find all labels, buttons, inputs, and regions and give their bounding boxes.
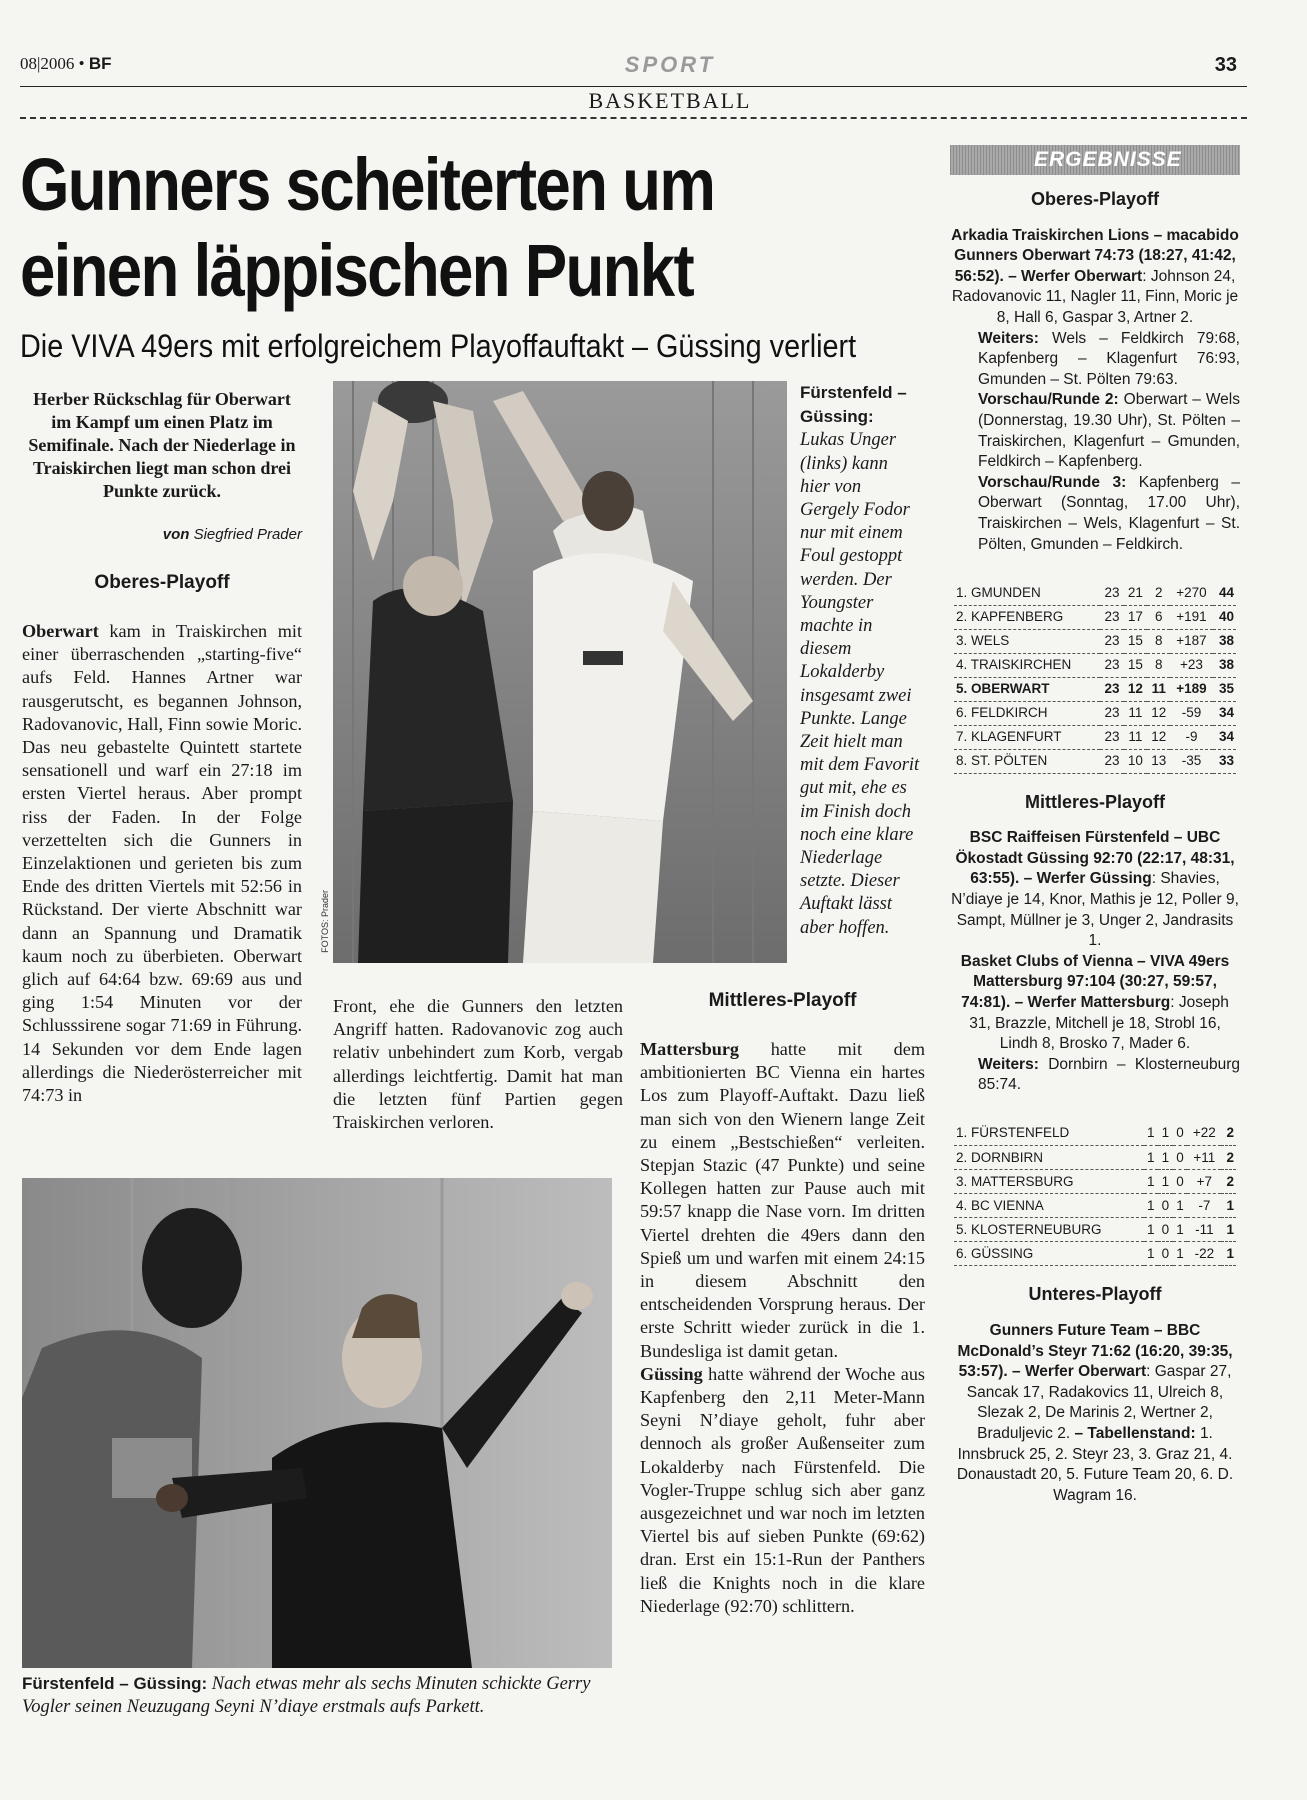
team-points: 34: [1213, 725, 1236, 749]
oberes-werfer: : Johnson 24, Radovanovic 11, Nagler 11, Finn, Moric je 8, Hall 6, Gaspar 3, Artner 2.: [951, 267, 1239, 326]
oberes-game: [950, 226, 1240, 329]
team-points: 1: [1221, 1242, 1236, 1266]
para-lead-guessing: Güssing: [640, 1363, 703, 1384]
para-lead-oberwart: Oberwart: [22, 621, 99, 641]
byline-prefix: von: [162, 526, 190, 543]
standings-cell: 10: [1124, 749, 1147, 773]
mittleres-results: [950, 828, 1240, 1096]
standings-cell: 1: [1158, 1146, 1173, 1170]
team-points: 2: [1221, 1170, 1236, 1194]
team-points: 2: [1221, 1146, 1236, 1170]
section-title: SPORT: [624, 52, 716, 77]
standings-cell: -22: [1187, 1242, 1221, 1266]
photo-caption-1: [800, 381, 920, 940]
mittleres-werfer-1-label: – Werfer Güssing: [1023, 870, 1152, 888]
standings-cell: 23: [1100, 701, 1123, 725]
byline-author: Siegfried Prader: [193, 526, 302, 543]
intro-paragraph: Herber Rückschlag für Oberwart im Kampf um einen Platz im Semifinale. Nach der Niederlage in Traiskirchen liegt man schon drei Punkte zurück.: [28, 389, 296, 501]
standings-cell: 0: [1158, 1242, 1173, 1266]
team-points: 1: [1221, 1218, 1236, 1242]
issue-number: 08|2006 •: [20, 54, 85, 73]
section-heading-mittleres: Mittleres-Playoff: [708, 990, 857, 1011]
team-points: 34: [1213, 701, 1236, 725]
mittleres-game-1-text: BSC Raiffeisen Fürstenfeld – UBC Ökostadt Güssing 92:70 (22:17, 48:31, 63:55).: [955, 829, 1235, 888]
standings-cell: -9: [1170, 725, 1212, 749]
standings-cell: +191: [1170, 605, 1212, 629]
standings-cell: -7: [1187, 1194, 1221, 1218]
sidebar-heading-mittleres: Mittleres-Playoff: [1024, 791, 1166, 812]
standings-cell: 0: [1173, 1146, 1188, 1170]
mittleres-werfer-2: : Joseph 31, Brazzle, Mitchell je 18, Strobl 16, Lindh 8, Brosko 7, Mader 6.: [969, 993, 1229, 1053]
mittleres-werfer-1: : Shavies, N’diaye je 14, Knor, Mathis je 12, Poller 9, Sampt, Müllner je 3, Unger 2, Jandrasits 1.: [951, 870, 1239, 950]
standings-cell: 17: [1124, 605, 1147, 629]
mittleres-game-2-text: Basket Clubs of Vienna – VIVA 49ers Mattersburg 97:104 (30:27, 59:57, 74:81).: [960, 952, 1230, 1011]
standings-row: [954, 1218, 1236, 1242]
headline-line-1: Gunners scheiterten um: [20, 143, 715, 226]
standings-row: [954, 1122, 1236, 1146]
issue-label: [20, 54, 112, 74]
standings-cell: 12: [1147, 725, 1170, 749]
standings-row: [954, 1194, 1236, 1218]
standings-cell: 21: [1124, 581, 1147, 605]
standings-cell: 6: [1147, 605, 1170, 629]
standings-row: [954, 725, 1236, 749]
standings-cell: +187: [1170, 629, 1212, 653]
team-name: 6. GÜSSING: [954, 1242, 1144, 1266]
oberes-results: [950, 226, 1240, 556]
team-name: 4. TRAISKIRCHEN: [954, 653, 1100, 677]
standings-cell: 1: [1158, 1170, 1173, 1194]
oberes-weiters-text: Wels – Feldkirch 79:68, Kapfenberg – Klagenfurt 76:93, Gmunden – St. Pölten 79:63.: [978, 329, 1240, 388]
standings-cell: 1: [1144, 1122, 1159, 1146]
standings-cell: 23: [1100, 677, 1123, 701]
standings-cell: 13: [1147, 749, 1170, 773]
team-points: 38: [1213, 629, 1236, 653]
article-paragraph-2: [640, 1038, 925, 1363]
oberes-game-text: Arkadia Traiskirchen Lions – macabido Gunners Oberwart 74:73 (18:27, 41:42, 56:52).: [951, 226, 1239, 285]
standings-row: [954, 1146, 1236, 1170]
standings-row: [954, 653, 1236, 677]
standings-cell: 1: [1173, 1194, 1188, 1218]
standings-row: [954, 677, 1236, 701]
unteres-tabellenstand: 1. Innsbruck 25, 2. Steyr 23, 3. Graz 21, 4. Donaustadt 20, 5. Future Team 20, 6. D. Wagram 16.: [956, 1424, 1234, 1504]
team-name: 5. OBERWART: [954, 677, 1100, 701]
standings-cell: 1: [1144, 1170, 1159, 1194]
team-name: 6. FELDKIRCH: [954, 701, 1100, 725]
standings-cell: 1: [1173, 1242, 1188, 1266]
team-points: 1: [1221, 1194, 1236, 1218]
standings-cell: -35: [1170, 749, 1212, 773]
standings-cell: 15: [1124, 653, 1147, 677]
article-paragraph-1: kam in Traiskirchen mit einer überraschenden „starting-five“ aufs Feld. Hannes Artner war rausgerutscht, es begannen Johnson, Radovanovic, Hall, Finn sowie Moric. Das neu gebastelte Quintett startete sensationell und warf ein 27:18 im ersten Viertel heraus. Aber prompt riss der Faden. In der Folge verzettelten sich die Gunners in Einzelaktionen und gerieten bis zum Ende des dritten Viertels mit 52:56 in Rückstand. Der vierte Abschnitt war dann an Spannung und Dramatik kaum noch zu überbieten. Oberwart glich auf 64:64 bzw. 69:69 aus und ging 1:54 Minuten vor der Schlusssirene sogar 71:69 in Führung. 14 Sekunden vor dem Ende lagen allerdings die Niederösterreicher mit 74:73 in: [22, 621, 303, 1106]
standings-cell: +22: [1187, 1122, 1221, 1146]
oberes-vorschau-2-text: Oberwart – Wels (Donnerstag, 19.30 Uhr), St. Pölten – Traiskirchen, Klagenfurt – Gmunden, Feldkirch – Kapfenberg.: [978, 391, 1240, 471]
standings-cell: 11: [1124, 725, 1147, 749]
byline: [22, 526, 302, 543]
caption-1-lead: Fürstenfeld – Güssing:: [800, 383, 907, 427]
mittleres-weiters-label: Weiters:: [978, 1055, 1039, 1073]
standings-cell: 12: [1147, 701, 1170, 725]
team-name: 7. KLAGENFURT: [954, 725, 1100, 749]
sidebar-heading-unteres: Unteres-Playoff: [1028, 1284, 1162, 1305]
photo-credit: FOTOS: Prader: [320, 890, 330, 953]
standings-cell: 1: [1173, 1218, 1188, 1242]
oberes-weiters: [950, 329, 1240, 391]
standings-cell: 1: [1144, 1218, 1159, 1242]
standings-row: [954, 581, 1236, 605]
team-name: 3. WELS: [954, 629, 1100, 653]
photo-caption-2: [22, 1672, 622, 1719]
standings-cell: 23: [1100, 725, 1123, 749]
standings-cell: 8: [1147, 629, 1170, 653]
publication-code: BF: [88, 54, 112, 73]
team-name: 1. FÜRSTENFELD: [954, 1122, 1144, 1146]
team-name: 1. GMUNDEN: [954, 581, 1100, 605]
subsection-title: BASKETBALL: [588, 88, 752, 113]
mittleres-game-1: [950, 828, 1240, 952]
team-points: 40: [1213, 605, 1236, 629]
unteres-game-text: Gunners Future Team – BBC McDonald’s Steyr 71:62 (16:20, 39:35, 53:57).: [957, 1322, 1233, 1381]
standings-cell: 8: [1147, 653, 1170, 677]
team-points: 33: [1213, 749, 1236, 773]
caption-2-text: Nach etwas mehr als sechs Minuten schickte Gerry Vogler seinen Neuzugang Seyni N’diaye erstmals aufs Parkett.: [22, 1674, 591, 1718]
standings-cell: +270: [1170, 581, 1212, 605]
standings-row: [954, 1242, 1236, 1266]
standings-row: [954, 749, 1236, 773]
team-name: 8. ST. PÖLTEN: [954, 749, 1100, 773]
photo-coach-sideline: [22, 1178, 612, 1668]
standings-cell: 11: [1124, 701, 1147, 725]
unteres-tabellenstand-label: – Tabellenstand:: [1074, 1424, 1196, 1442]
photo-basketball-action: [333, 381, 787, 963]
unteres-werfer-label: – Werfer Oberwart: [1012, 1363, 1147, 1381]
mittleres-weiters: [950, 1055, 1240, 1096]
standings-cell: 11: [1147, 677, 1170, 701]
sidebar-heading-oberes: Oberes-Playoff: [1030, 189, 1160, 209]
oberes-werfer-label: – Werfer Oberwart: [1008, 267, 1143, 285]
standings-cell: 23: [1100, 653, 1123, 677]
standings-cell: 12: [1124, 677, 1147, 701]
unteres-game: [950, 1321, 1240, 1506]
standings-cell: 0: [1158, 1218, 1173, 1242]
article-paragraph-3: [640, 1363, 925, 1618]
oberes-weiters-label: Weiters:: [978, 329, 1039, 347]
article-paragraph-3-text: hatte während der Woche aus Kapfenberg den 2,11 Meter-Mann Seyni N’diaye geholt, fuhr aber dennoch als großer Außenseiter zum Lokalderby nach Fürstenfeld. Die Vogler-Truppe schlug sich aber ganz ausgezeichnet und war noch im letzten Viertel bis auf sieben Punkte (69:62) dran. Erst ein 15:1-Run der Panthers ließ die Knights noch in die klare Niederlage (92:70) schlittern.: [640, 1363, 925, 1616]
standings-cell: 0: [1173, 1170, 1188, 1194]
standings-cell: 0: [1173, 1122, 1188, 1146]
standings-cell: +7: [1187, 1170, 1221, 1194]
team-name: 3. MATTERSBURG: [954, 1170, 1144, 1194]
standings-cell: +23: [1170, 653, 1212, 677]
standings-row: [954, 701, 1236, 725]
standings-row: [954, 1170, 1236, 1194]
standings-cell: 23: [1100, 749, 1123, 773]
caption-1-text: Lukas Unger (links) kann hier von Gergely Fodor nur mit einem Foul gestoppt werden. Der Youngster machte in diesem Lokalderby insgesamt zwei Punkte. Lange Zeit hielt man mit dem Favorit gut mit, ehe es im Finish doch noch eine klare Niederlage setzte. Dieser Auftakt lässt aber hoffen.: [800, 430, 920, 938]
header-rule: [20, 86, 1247, 87]
article-column-2: Front, ehe die Gunners den letzten Angriff hatten. Radovanovic zog auch relativ unbehindert zum Korb, vergab allerdings leichtfertig. Damit hat man die letzten fünf Partien gegen Traiskirchen verloren.: [333, 996, 623, 1133]
standings-row: [954, 605, 1236, 629]
standings-cell: 0: [1158, 1194, 1173, 1218]
standings-cell: +189: [1170, 677, 1212, 701]
article-column-1: [22, 620, 302, 1107]
section-heading-oberes: Oberes-Playoff: [94, 572, 230, 593]
standings-cell: -11: [1187, 1218, 1221, 1242]
standings-cell: 2: [1147, 581, 1170, 605]
team-name: 2. KAPFENBERG: [954, 605, 1100, 629]
mittleres-standings-table: [954, 1122, 1236, 1267]
team-name: 5. KLOSTERNEUBURG: [954, 1218, 1144, 1242]
standings-cell: 1: [1144, 1146, 1159, 1170]
standings-cell: 1: [1144, 1194, 1159, 1218]
headline: [20, 142, 794, 314]
standings-cell: 1: [1158, 1122, 1173, 1146]
team-points: 35: [1213, 677, 1236, 701]
standings-cell: 23: [1100, 629, 1123, 653]
team-points: 2: [1221, 1122, 1236, 1146]
results-tab: ERGEBNISSE: [950, 145, 1240, 175]
header-dashed-rule: [20, 117, 1247, 119]
oberes-vorschau-3-label: Vorschau/Runde 3:: [978, 473, 1127, 491]
team-points: 38: [1213, 653, 1236, 677]
mittleres-werfer-2-label: – Werfer Mattersburg: [1014, 993, 1171, 1011]
caption-2-lead: Fürstenfeld – Güssing:: [22, 1674, 208, 1693]
oberes-vorschau-2: [950, 390, 1240, 472]
team-name: 4. BC VIENNA: [954, 1194, 1144, 1218]
oberes-vorschau-3: [950, 473, 1240, 555]
oberes-standings-table: [954, 581, 1236, 774]
standings-cell: 1: [1144, 1242, 1159, 1266]
standings-cell: 23: [1100, 605, 1123, 629]
results-sidebar: [950, 145, 1240, 1506]
standings-cell: +11: [1187, 1146, 1221, 1170]
team-points: 44: [1213, 581, 1236, 605]
oberes-vorschau-2-label: Vorschau/Runde 2:: [978, 391, 1119, 409]
standings-cell: 15: [1124, 629, 1147, 653]
standings-row: [954, 629, 1236, 653]
headline-line-2: einen läppischen Punkt: [20, 229, 693, 312]
para-lead-mattersburg: Mattersburg: [640, 1039, 739, 1059]
team-name: 2. DORNBIRN: [954, 1146, 1144, 1170]
mittleres-game-2: [950, 952, 1240, 1055]
mittleres-weiters-text: Dornbirn – Klosterneuburg 85:74.: [978, 1055, 1240, 1094]
unteres-werfer: : Gaspar 27, Sancak 17, Radakovics 11, Ulreich 8, Slezak 2, De Marinis 2, Wertner 2, Braduljevic 2.: [966, 1363, 1232, 1442]
unteres-results: [950, 1321, 1240, 1506]
article-paragraph-2-text: hatte mit dem ambitionierten BC Vienna ein hartes Los zum Playoff-Auftakt. Dazu ließ man sich von den Wienern lange Zeit zu einem „Bestschießen“ verleiten. Stepjan Stazic (47 Punkte) und seine Kollegen hatten zur Pause auch mit 59:57 knapp die Nase vorn. Im dritten Viertel drehten die 49ers dann den Spieß um und warfen mit einem 24:15 in diesem Abschnitt den entscheidenden Vorsprung heraus. Der erste Schritt wieder zurück in die 1. Bundesliga ist damit getan.: [640, 1039, 925, 1361]
standings-cell: 23: [1100, 581, 1123, 605]
subheadline: Die VIVA 49ers mit erfolgreichem Playoffauftakt – Güssing verliert: [20, 328, 857, 364]
article-column-3: [640, 1038, 925, 1618]
oberes-vorschau-3-text: Kapfenberg – Oberwart (Sonntag, 17.00 Uhr), Traiskirchen – Wels, Klagenfurt – St. Pölten, Gmunden – Feldkirch.: [978, 473, 1240, 553]
standings-cell: -59: [1170, 701, 1212, 725]
page-number: 33: [1214, 54, 1237, 76]
